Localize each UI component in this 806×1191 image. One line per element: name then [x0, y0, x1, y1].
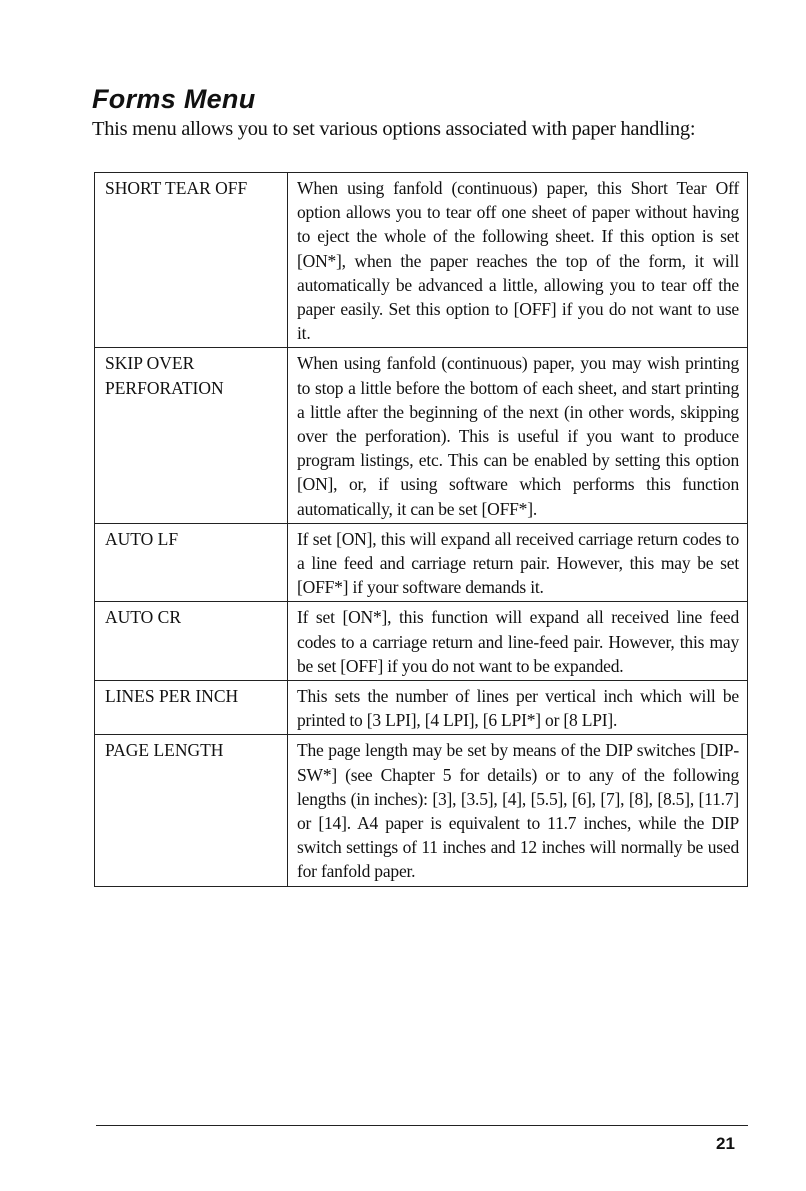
table-row — [95, 735, 748, 886]
option-name: SHORT TEAR OFF — [95, 173, 288, 348]
option-name: PAGE LENGTH — [95, 735, 288, 886]
option-description: When using fanfold (continuous) paper, this Short Tear Off option allows you to tear off one sheet of paper without having to eject the whole of the following sheet. If this option is set [ON*], when the paper reaches the top of the form, it will automatically be advanced a little, allowing you to tear off the paper easily. Set this option to [OFF] if you do not want to use it. — [288, 173, 748, 348]
intro-text: This menu allows you to set various options associated with paper handling: — [92, 118, 696, 140]
page-number: 21 — [716, 1134, 735, 1153]
option-description: If set [ON], this will expand all received carriage return codes to a line feed and carriage return pair. However, this may be set [OFF*] if your software demands it. — [288, 523, 748, 602]
table-row — [95, 681, 748, 735]
table-row — [95, 523, 748, 602]
option-name: LINES PER INCH — [95, 681, 288, 735]
table-row — [95, 173, 748, 348]
page-title: Forms Menu — [92, 84, 256, 114]
option-name: AUTO CR — [95, 602, 288, 681]
forms-menu-table — [94, 172, 748, 887]
option-description: When using fanfold (continuous) paper, you may wish printing to stop a little before the bottom of each sheet, and start printing a little after the beginning of the next (in other words, skipping over the perforation). This is useful if you want to produce program listings, etc. This can be enabled by setting this option [ON], or, if using software which performs this function automatically, it can be set [OFF*]. — [288, 348, 748, 523]
option-description: The page length may be set by means of the DIP switches [DIP-SW*] (see Chapter 5 for details) or to any of the following lengths (in inches): [3], [3.5], [4], [5.5], [6], [7], [8], [8.5], [11.7] or [14]. A4 paper is equivalent to 11.7 inches, while the DIP switch settings of 11 inches and 12 inches will normally be used for fanfold paper. — [288, 735, 748, 886]
option-name: AUTO LF — [95, 523, 288, 602]
table-row — [95, 348, 748, 523]
table-row — [95, 602, 748, 681]
footer-rule — [96, 1125, 748, 1126]
option-name: SKIP OVER PERFORATION — [95, 348, 288, 523]
option-description: This sets the number of lines per vertical inch which will be printed to [3 LPI], [4 LPI], [6 LPI*] or [8 LPI]. — [288, 681, 748, 735]
option-description: If set [ON*], this function will expand all received line feed codes to a carriage return and line-feed pair. However, this may be set [OFF] if you do not want to be expanded. — [288, 602, 748, 681]
